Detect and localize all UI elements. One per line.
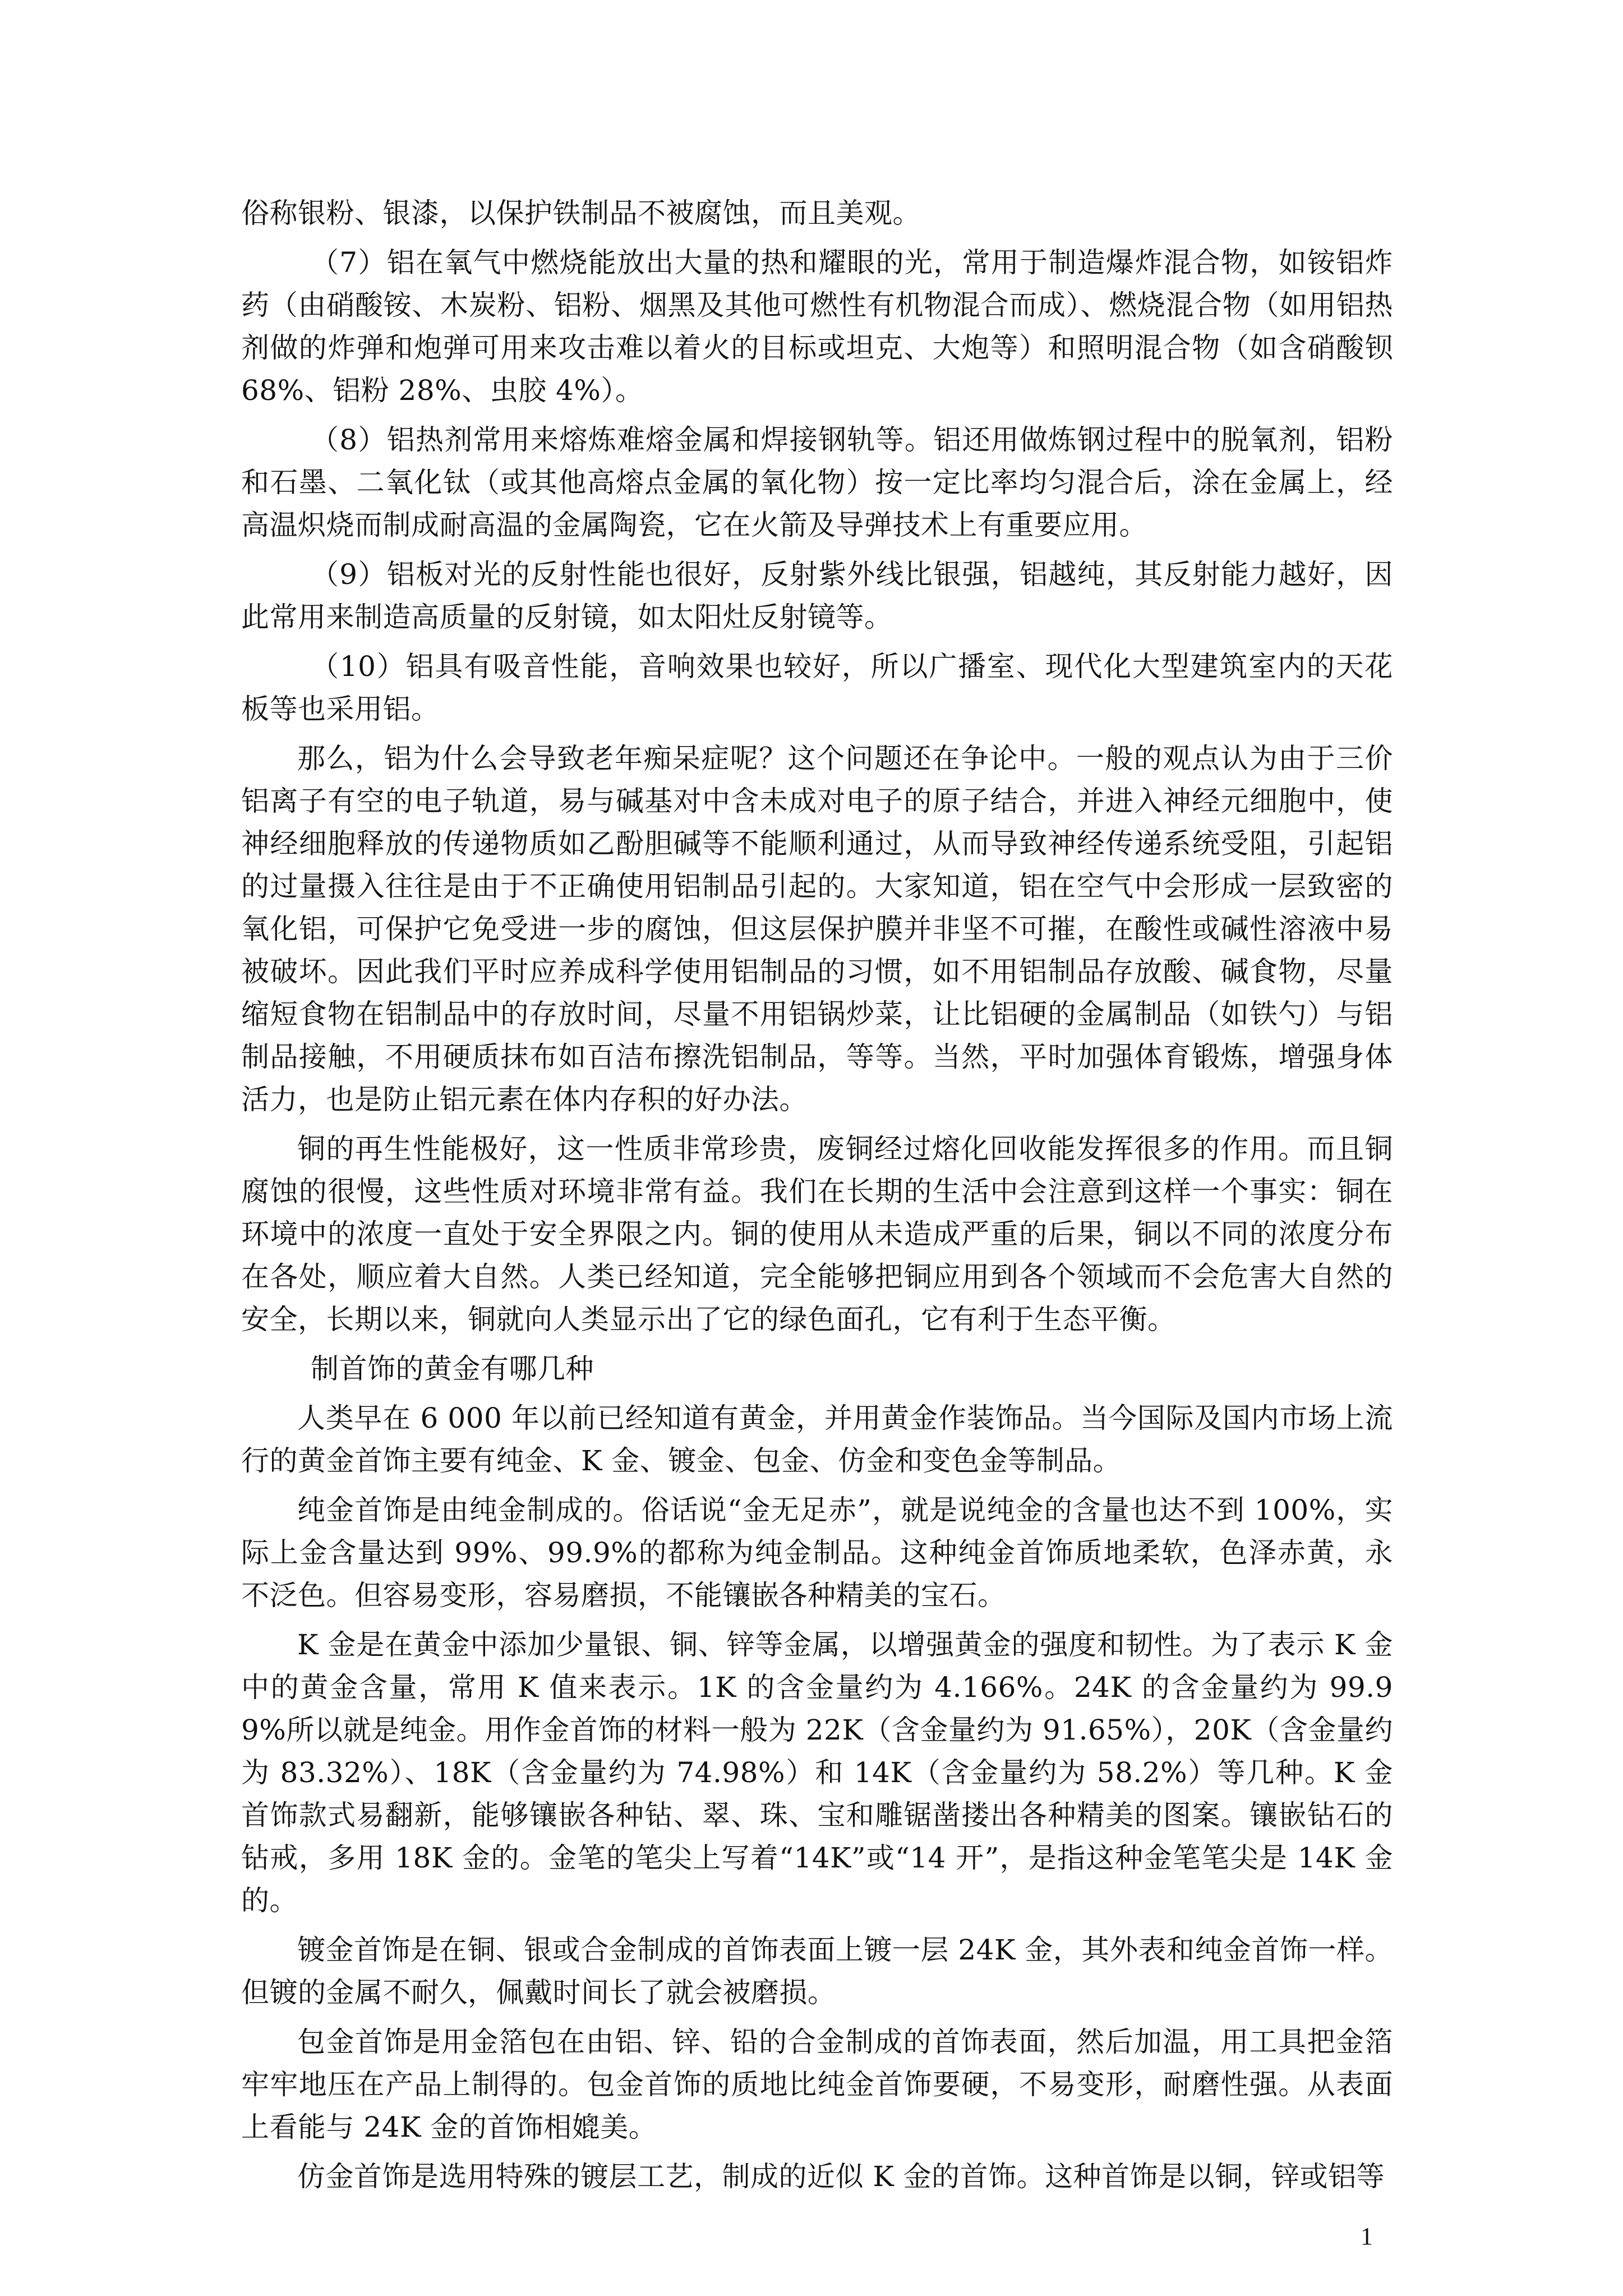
page-number: 1 — [1361, 2223, 1373, 2250]
paragraph-aluminum-item-7: （7）铝在氧气中燃烧能放出大量的热和耀眼的光，常用于制造爆炸混合物，如铵铝炸药（由硝酸铵、木炭粉、铝粉、烟黑及其他可燃性有机物混合而成）、燃烧混合物（如用铝热剂做的炸弹和炮弹可用来攻击难以着火的目标或坦克、大炮等）和照明混合物（如含硝酸钡 68%、铝粉 28%、虫胶 4%）。 — [241, 246, 1393, 407]
body-text — [241, 192, 1393, 2205]
paragraph-aluminum-item-9: （9）铝板对光的反射性能也很好，反射紫外线比银强，铝越纯，其反射能力越好，因此常用来制造高质量的反射镜，如太阳灶反射镜等。 — [241, 558, 1393, 633]
section-heading-gold: 制首饰的黄金有哪几种 — [311, 1352, 594, 1385]
paragraph-pure-gold: 纯金首饰是由纯金制成的。俗话说“金无足赤”，就是说纯金的含量也达不到 100%，实际上金含量达到 99%、99.9%的都称为纯金制品。这种纯金首饰质地柔软，色泽赤黄，永不泛色。但容易变形，容易磨损，不能镶嵌各种精美的宝石。 — [241, 1494, 1393, 1612]
paragraph-k-gold: K 金是在黄金中添加少量银、铜、锌等金属，以增强黄金的强度和韧性。为了表示 K 金中的黄金含量，常用 K 值来表示。1K 的含金量约为 4.166%。24K 的含金量约为 99.99%所以就是纯金。用作金首饰的材料一般为 22K（含金量约为 91.65%），20K（含金量约为 83.32%）、18K（含金量约为 74.98%）和 14K（含金量约为 58.2%）等几种。K 金首饰款式易翻新，能够镶嵌各种钻、翠、珠、宝和雕锯凿搂出各种精美的图案。镶嵌钻石的钻戒，多用 18K 金的。金笔的笔尖上写着“14K”或“14 开”，是指这种金笔笔尖是 14K 金的。 — [241, 1628, 1393, 1917]
paragraph-copper: 铜的再生性能极好，这一性质非常珍贵，废铜经过熔化回收能发挥很多的作用。而且铜腐蚀的很慢，这些性质对环境非常有益。我们在长期的生活中会注意到这样一个事实：铜在环境中的浓度一直处于安全界限之内。铜的使用从未造成严重的后果，铜以不同的浓度分布在各处，顺应着大自然。人类已经知道，完全能够把铜应用到各个领域而不会危害大自然的安全，长期以来，铜就向人类显示出了它的绿色面孔，它有利于生态平衡。 — [241, 1133, 1393, 1336]
paragraph-continuation: 俗称银粉、银漆，以保护铁制品不被腐蚀，而且美观。 — [241, 197, 921, 229]
paragraph-gold-plated: 镀金首饰是在铜、银或合金制成的首饰表面上镀一层 24K 金，其外表和纯金首饰一样。但镀的金属不耐久，佩戴时间长了就会被磨损。 — [241, 1934, 1393, 2009]
paragraph-aluminum-item-8: （8）铝热剂常用来熔炼难熔金属和焊接钢轨等。铝还用做炼钢过程中的脱氧剂，铝粉和石墨、二氧化钛（或其他高熔点金属的氧化物）按一定比率均匀混合后，涂在金属上，经高温炽烧而制成耐高温的金属陶瓷，它在火箭及导弹技术上有重要应用。 — [241, 424, 1393, 541]
paragraph-aluminum-item-10: （10）铝具有吸音性能，音响效果也较好，所以广播室、现代化大型建筑室内的天花板等也采用铝。 — [241, 650, 1393, 725]
paragraph-gold-wrapped: 包金首饰是用金箔包在由铝、锌、铅的合金制成的首饰表面，然后加温，用工具把金箔牢牢地压在产品上制得的。包金首饰的质地比纯金首饰要硬，不易变形，耐磨性强。从表面上看能与 24K 金的首饰相媲美。 — [241, 2026, 1393, 2143]
paragraph-gold-intro: 人类早在 6 000 年以前已经知道有黄金，并用黄金作装饰品。当今国际及国内市场上流行的黄金首饰主要有纯金、K 金、镀金、包金、仿金和变色金等制品。 — [241, 1402, 1393, 1477]
paragraph-imitation-gold: 仿金首饰是选用特殊的镀层工艺，制成的近似 K 金的首饰。这种首饰是以铜，锌或铝等 — [297, 2160, 1385, 2193]
paragraph-aluminum-dementia: 那么，铝为什么会导致老年痴呆症呢？这个问题还在争论中。一般的观点认为由于三价铝离子有空的电子轨道，易与碱基对中含未成对电子的原子结合，并进入神经元细胞中，使神经细胞释放的传递物质如乙酚胆碱等不能顺利通过，从而导致神经传递系统受阻，引起铝的过量摄入往往是由于不正确使用铝制品引起的。大家知道，铝在空气中会形成一层致密的氧化铝，可保护它免受进一步的腐蚀，但这层保护膜并非坚不可摧，在酸性或碱性溶液中易被破坏。因此我们平时应养成科学使用铝制品的习惯，如不用铝制品存放酸、碱食物，尽量缩短食物在铝制品中的存放时间，尽量不用铝锅炒菜，让比铝硬的金属制品（如铁勺）与铝制品接触，不用硬质抹布如百洁布擦洗铝制品，等等。当然，平时加强体育锻炼，增强身体活力，也是防止铝元素在体内存积的好办法。 — [241, 742, 1393, 1116]
